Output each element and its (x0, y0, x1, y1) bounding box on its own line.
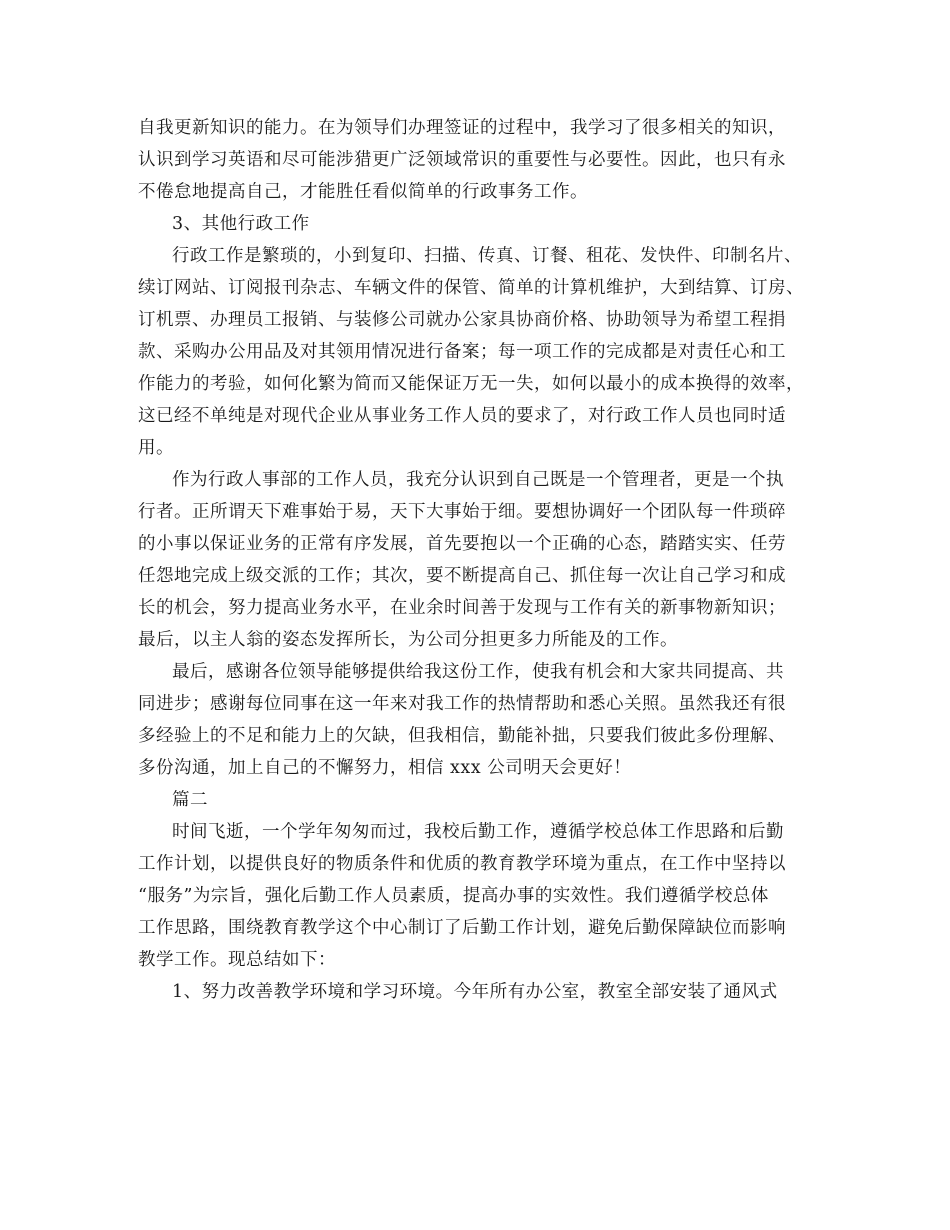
paragraph-start: 作为行政人事部的工作人员，我充分认识到自己既是一个管理者，更是一个执 (172, 470, 784, 490)
text-line: 不倦怠地提高自己，才能胜任看似简单的行政事务工作。 (138, 182, 588, 202)
text-line: 任怨地完成上级交派的工作；其次，要不断提高自己、抓住每一次让自己学习和成 (138, 566, 786, 586)
text-line: 这已经不单纯是对现代企业从事业务工作人员的要求了，对行政工作人员也同时适 (138, 406, 786, 426)
text-line: 自我更新知识的能力。在为领导们办理签证的过程中，我学习了很多相关的知识， (138, 118, 786, 138)
text-line: 用。 (138, 438, 174, 458)
paragraph-start: 1、努力改善教学环境和学习环境。今年所有办公室，教室全部安装了通风式 (172, 982, 778, 1002)
paragraph-start: 最后，感谢各位领导能够提供给我这份工作，使我有机会和大家共同提高、共 (172, 662, 784, 682)
text-line: 的小事以保证业务的正常有序发展，首先要抱以一个正确的心态，踏踏实实、任劳 (138, 534, 786, 554)
text-line: 行者。正所谓天下难事始于易，天下大事始于细。要想协调好一个团队每一件琐碎 (138, 502, 786, 522)
text-line: 续订网站、订阅报刊杂志、车辆文件的保管、简单的计算机维护，大到结算、订房、 (138, 278, 804, 298)
document-body (138, 112, 814, 1008)
text-line: 认识到学习英语和尽可能涉猎更广泛领域常识的重要性与必要性。因此，也只有永 (138, 150, 786, 170)
text-line: 款、采购办公用品及对其领用情况进行备案；每一项工作的完成都是对责任心和工 (138, 342, 786, 362)
paragraph-start: 时间飞逝，一个学年匆匆而过，我校后勤工作，遵循学校总体工作思路和后勤 (172, 822, 784, 842)
text-line: 教学工作。现总结如下： (138, 950, 336, 970)
text-line: 订机票、办理员工报销、与装修公司就办公家具协商价格、协助领导为希望工程捐 (138, 310, 786, 330)
text-line: “服务”为宗旨，强化后勤工作人员素质，提高办事的实效性。我们遵循学校总体 (138, 886, 769, 906)
text-line: 工作计划，以提供良好的物质条件和优质的教育教学环境为重点，在工作中坚持以 (138, 854, 786, 874)
paragraph-start: 行政工作是繁琐的，小到复印、扫描、传真、订餐、租花、发快件、印制名片、 (172, 246, 802, 266)
section-heading: 3、其他行政工作 (172, 214, 310, 234)
text-line: 多经验上的不足和能力上的欠缺，但我相信，勤能补拙，只要我们彼此多份理解、 (138, 726, 786, 746)
text-line: 同进步；感谢每位同事在这一年来对我工作的热情帮助和悉心关照。虽然我还有很 (138, 694, 786, 714)
text-line: 工作思路，围绕教育教学这个中心制订了后勤工作计划，避免后勤保障缺位而影响 (138, 918, 786, 938)
text-line: 长的机会，努力提高业务水平，在业余时间善于发现与工作有关的新事物新知识； (138, 598, 786, 618)
section-heading: 篇二 (172, 790, 208, 810)
text-line: 多份沟通，加上自己的不懈努力，相信 xxx 公司明天会更好！ (138, 758, 632, 778)
text-line: 最后，以主人翁的姿态发挥所长，为公司分担更多力所能及的工作。 (138, 630, 678, 650)
text-line: 作能力的考验，如何化繁为简而又能保证万无一失，如何以最小的成本换得的效率， (138, 374, 804, 394)
